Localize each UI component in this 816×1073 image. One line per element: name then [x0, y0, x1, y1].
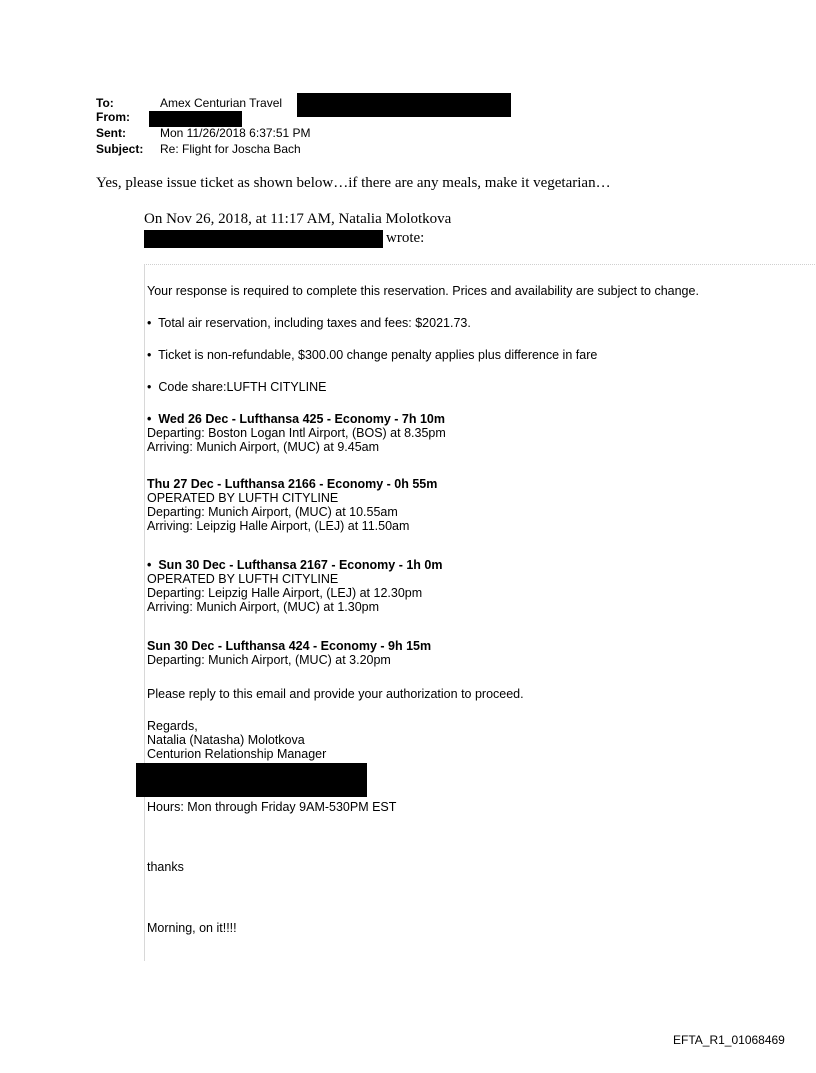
flight-line: Departing: Munich Airport, (MUC) at 10.55am: [147, 505, 398, 519]
flight-segment: [147, 412, 446, 454]
signature-name: Natalia (Natasha) Molotkova: [147, 733, 305, 747]
bullet-total: [147, 316, 471, 330]
bullet-text: Total air reservation, including taxes and fees: $2021.73.: [158, 316, 471, 330]
redaction-block: [149, 111, 242, 127]
quote-intro-line: On Nov 26, 2018, at 11:17 AM, Natalia Molotkova: [144, 211, 452, 227]
bullet-text: Ticket is non-refundable, $300.00 change penalty applies plus difference in fare: [158, 348, 598, 362]
sent-label: Sent:: [96, 126, 126, 140]
bullet-text: Code share:LUFTH CITYLINE: [158, 380, 327, 394]
bullet-glyph: •: [147, 348, 152, 362]
flight-line: OPERATED BY LUFTH CITYLINE: [147, 572, 339, 586]
flight-title: Wed 26 Dec - Lufthansa 425 - Economy - 7h 10m: [158, 412, 446, 426]
bullet-glyph: •: [147, 316, 152, 330]
flight-title: Sun 30 Dec - Lufthansa 424 - Economy - 9h 15m: [147, 639, 432, 653]
response-required-text: Your response is required to complete this reservation. Prices and availability are subject to change.: [147, 284, 699, 298]
sent-value: Mon 11/26/2018 6:37:51 PM: [160, 126, 311, 140]
subject-label: Subject:: [96, 142, 144, 156]
bullet-codeshare: [147, 380, 326, 394]
subject-value: Re: Flight for Joscha Bach: [160, 142, 301, 156]
quote-intro-wrote: wrote:: [386, 230, 425, 246]
document-id: EFTA_R1_01068469: [673, 1033, 785, 1047]
flight-line: Departing: Boston Logan Intl Airport, (BOS) at 8.35pm: [147, 426, 446, 440]
flight-line: Departing: Munich Airport, (MUC) at 3.20pm: [147, 653, 391, 667]
redaction-block: [136, 763, 367, 797]
bullet-glyph: •: [147, 558, 152, 572]
to-value: Amex Centurian Travel: [160, 96, 283, 110]
flight-line: Arriving: Munich Airport, (MUC) at 1.30pm: [147, 600, 380, 614]
bullet-glyph: •: [147, 380, 152, 394]
flight-segment: [147, 639, 431, 667]
bullet-ticket: [147, 348, 597, 362]
from-label: From:: [96, 110, 130, 124]
morning-text: Morning, on it!!!!: [147, 921, 237, 935]
hours-text: Hours: Mon through Friday 9AM-530PM EST: [147, 800, 397, 814]
bullet-glyph: •: [147, 412, 152, 426]
reply-text: Yes, please issue ticket as shown below…if there are any meals, make it vegetarian…: [96, 175, 611, 191]
regards-text: Regards,: [147, 719, 198, 733]
signature-title: Centurion Relationship Manager: [147, 747, 327, 761]
flight-segment: [147, 477, 437, 533]
to-label: To:: [96, 96, 114, 110]
flight-line: OPERATED BY LUFTH CITYLINE: [147, 491, 339, 505]
flight-line: Arriving: Munich Airport, (MUC) at 9.45am: [147, 440, 380, 454]
thanks-text: thanks: [147, 860, 184, 874]
flight-title: Thu 27 Dec - Lufthansa 2166 - Economy - 0h 55m: [147, 477, 438, 491]
flight-segment: [147, 558, 442, 614]
flight-line: Arriving: Leipzig Halle Airport, (LEJ) at 11.50am: [147, 519, 410, 533]
flight-title: Sun 30 Dec - Lufthansa 2167 - Economy - 1h 0m: [158, 558, 443, 572]
flight-line: Departing: Leipzig Halle Airport, (LEJ) at 12.30pm: [147, 586, 423, 600]
signature-block: [147, 719, 326, 761]
please-reply-text: Please reply to this email and provide your authorization to proceed.: [147, 687, 524, 701]
redaction-block: [144, 230, 383, 248]
redaction-block: [297, 93, 511, 117]
